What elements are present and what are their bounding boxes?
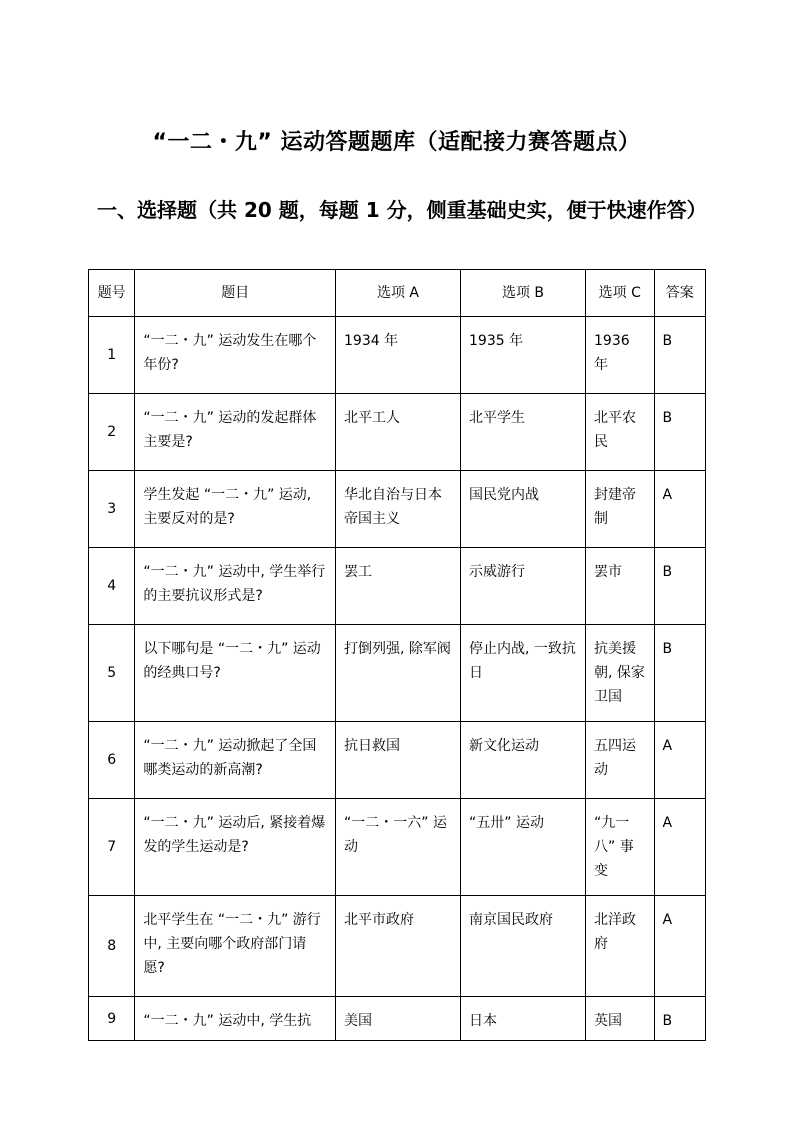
row-question: “一二・九” 运动发生在哪个年份?	[135, 317, 336, 394]
row-option-a: 打倒列强, 除军阀	[336, 625, 461, 722]
table-header-row	[89, 270, 706, 317]
row-number: 2	[89, 394, 135, 471]
section-heading: 一、选择题（共 20 题，每题 1 分，侧重基础史实，便于快速作答）	[97, 198, 707, 222]
row-question: “一二・九” 运动中, 学生举行的主要抗议形式是?	[135, 548, 336, 625]
row-option-b: “五卅” 运动	[461, 799, 586, 896]
row-option-c: 罢市	[586, 548, 655, 625]
row-number: 9	[89, 997, 135, 1041]
row-answer: A	[654, 471, 705, 548]
row-answer: B	[654, 317, 705, 394]
row-number: 4	[89, 548, 135, 625]
table-row	[89, 799, 706, 896]
row-option-b: 北平学生	[461, 394, 586, 471]
row-option-b: 示威游行	[461, 548, 586, 625]
row-answer: B	[654, 997, 705, 1041]
row-question: “一二・九” 运动中, 学生抗	[135, 997, 336, 1041]
row-option-b: 日本	[461, 997, 586, 1041]
row-question: “一二・九” 运动掀起了全国哪类运动的新高潮?	[135, 722, 336, 799]
row-answer: A	[654, 799, 705, 896]
row-option-b: 国民党内战	[461, 471, 586, 548]
row-option-b: 停止内战, 一致抗日	[461, 625, 586, 722]
row-option-b: 1935 年	[461, 317, 586, 394]
row-question: “一二・九” 运动后, 紧接着爆发的学生运动是?	[135, 799, 336, 896]
row-option-c: 五四运动	[586, 722, 655, 799]
table-row	[89, 394, 706, 471]
row-option-a: “一二・一六” 运动	[336, 799, 461, 896]
row-option-c: “九一八” 事变	[586, 799, 655, 896]
row-question: “一二・九” 运动的发起群体主要是?	[135, 394, 336, 471]
row-option-a: 1934 年	[336, 317, 461, 394]
row-option-c: 1936 年	[586, 317, 655, 394]
row-number: 8	[89, 896, 135, 997]
row-option-c: 封建帝制	[586, 471, 655, 548]
row-option-c: 英国	[586, 997, 655, 1041]
row-option-a: 抗日救国	[336, 722, 461, 799]
header-option-b: 选项 B	[461, 270, 586, 317]
row-question: 学生发起 “一二・九” 运动, 主要反对的是?	[135, 471, 336, 548]
row-number: 6	[89, 722, 135, 799]
row-option-a: 北平工人	[336, 394, 461, 471]
row-option-b: 新文化运动	[461, 722, 586, 799]
row-option-a: 罢工	[336, 548, 461, 625]
table-row	[89, 317, 706, 394]
row-option-b: 南京国民政府	[461, 896, 586, 997]
row-answer: B	[654, 548, 705, 625]
row-option-c: 北洋政府	[586, 896, 655, 997]
header-question: 题目	[135, 270, 336, 317]
row-number: 7	[89, 799, 135, 896]
table-row	[89, 722, 706, 799]
row-answer: B	[654, 625, 705, 722]
row-number: 1	[89, 317, 135, 394]
document-title: “一二・九” 运动答题题库（适配接力赛答题点）	[152, 130, 641, 155]
row-option-c: 抗美援朝, 保家卫国	[586, 625, 655, 722]
row-answer: B	[654, 394, 705, 471]
header-answer: 答案	[654, 270, 705, 317]
header-number: 题号	[89, 270, 135, 317]
row-question: 北平学生在 “一二・九” 游行中, 主要向哪个政府部门请愿?	[135, 896, 336, 997]
table-row	[89, 896, 706, 997]
row-question: 以下哪句是 “一二・九” 运动的经典口号?	[135, 625, 336, 722]
row-option-a: 美国	[336, 997, 461, 1041]
row-number: 5	[89, 625, 135, 722]
header-option-a: 选项 A	[336, 270, 461, 317]
table-row	[89, 997, 706, 1041]
row-answer: A	[654, 722, 705, 799]
row-option-a: 华北自治与日本帝国主义	[336, 471, 461, 548]
row-option-c: 北平农民	[586, 394, 655, 471]
table-row	[89, 625, 706, 722]
question-table	[88, 269, 706, 1041]
table-row	[89, 548, 706, 625]
table-row	[89, 471, 706, 548]
row-answer: A	[654, 896, 705, 997]
row-number: 3	[89, 471, 135, 548]
header-option-c: 选项 C	[586, 270, 655, 317]
row-option-a: 北平市政府	[336, 896, 461, 997]
